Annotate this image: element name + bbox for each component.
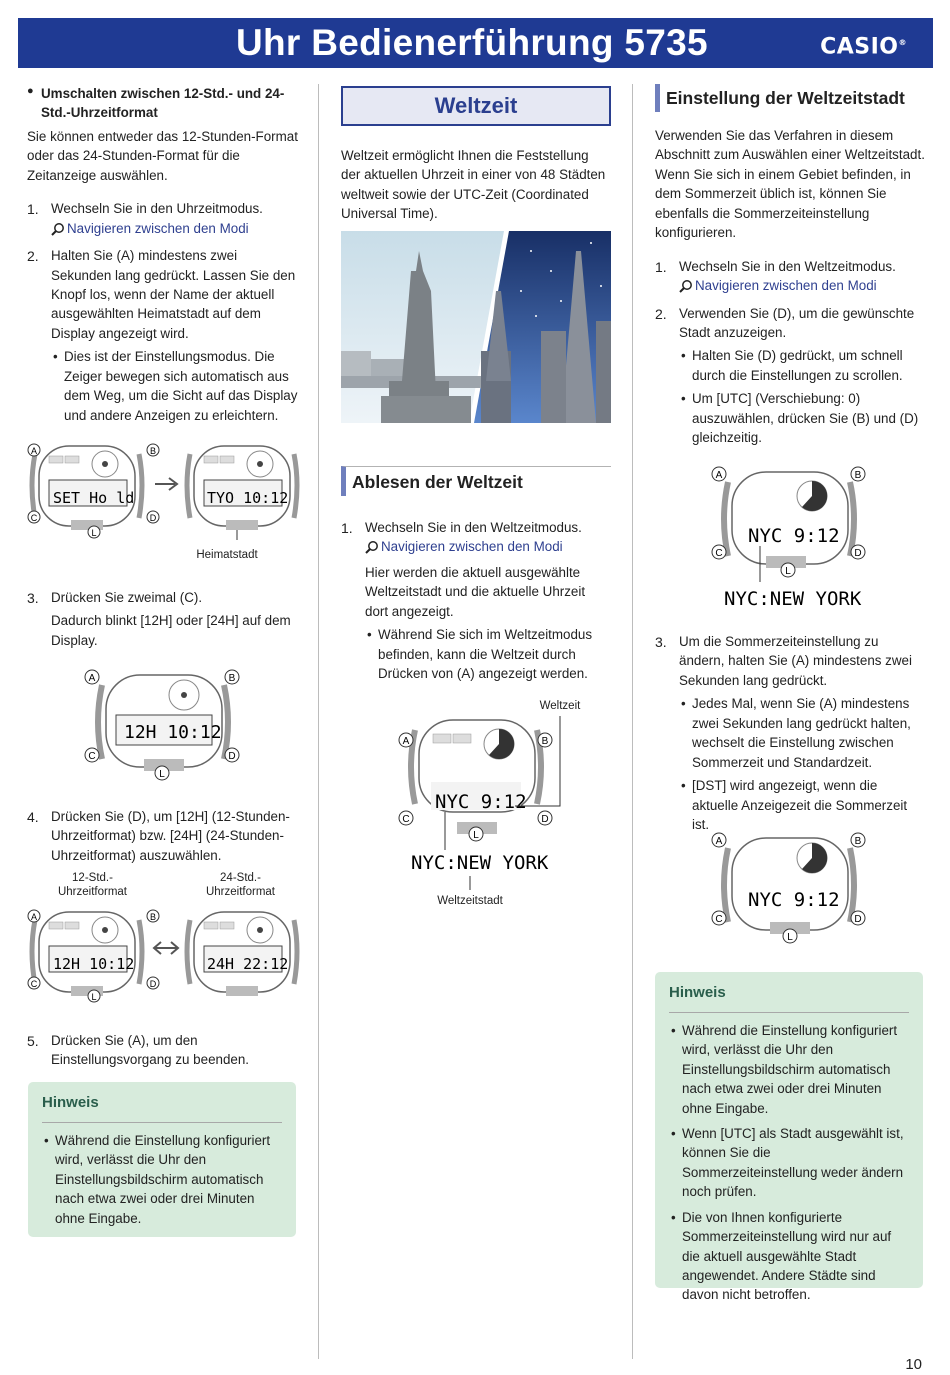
watch-figure-world-time: [397, 712, 597, 907]
svg-text:12H 10:12: 12H 10:12: [124, 722, 222, 743]
note-title: Hinweis: [669, 982, 909, 1013]
step-1: 1. Wechseln Sie in den Weltzeitmodus. Navigieren zwischen den Modi Hier werden die aktuell ausgewählte Weltzeitstadt und die aktuelle Uhrzeit dort angezeigt. • Während Sie sich im Weltzeitmodus befinden, kann die Weltzeit durch Drücken von (A) angezeigt werden.: [341, 518, 611, 684]
watch-figure-12-24: [27, 906, 302, 1006]
step-5-block: [27, 1031, 298, 1070]
svg-text:C: C: [402, 814, 410, 825]
modes-link[interactable]: Navigieren zwischen den Modi: [365, 537, 611, 556]
column-divider: [318, 84, 319, 1359]
watch-figure-dst: [710, 830, 870, 945]
24h-format-label: 24-Std.- Uhrzeitformat: [205, 872, 276, 899]
svg-text:SET Ho ld: SET Ho ld: [53, 489, 135, 507]
svg-text:NYC 9:12: NYC 9:12: [748, 889, 840, 911]
step-3-block: [655, 632, 925, 834]
12h-format-label: 12-Std.- Uhrzeitformat: [57, 872, 128, 899]
svg-text:B: B: [854, 836, 862, 847]
step-1: 1. Wechseln Sie in den Weltzeitmodus. Navigieren zwischen den Modi: [655, 257, 925, 296]
intro-text: Sie können entweder das 12-Stunden-Format oder das 24-Stunden-Format für die Zeitanzeige auswählen.: [27, 128, 298, 183]
svg-text:L: L: [785, 566, 791, 577]
setting-intro: Verwenden Sie das Verfahren in diesem Abschnitt zum Auswählen einer Weltzeitstadt. Wenn Sie sich in einem Gebiet befinden, in dem Sommerzeit üblich ist, können Sie ebenfalls die Sommerzeiteinstellung konfigurieren.: [655, 128, 925, 241]
watch-figure-home-city: [27, 440, 302, 565]
section-title: Ablesen der Weltzeit: [341, 466, 611, 496]
magnifier-icon: [51, 222, 65, 236]
note-box-col3: [655, 972, 923, 1303]
modes-link[interactable]: Navigieren zwischen den Modi: [51, 219, 298, 238]
step-2: 2. Verwenden Sie (D), um die gewünschte Stadt anzuzeigen. • Halten Sie (D) gedrückt, um schnell durch die Einstellungen zu scrollen. • Um [UTC] (Verschiebung: 0) auszuwählen, drücken Sie (B) und (D) gleichzeitig.: [655, 304, 925, 448]
casio-logo: CASIO®: [820, 34, 907, 60]
svg-text:NYC 9:12: NYC 9:12: [435, 791, 527, 813]
svg-text:C: C: [715, 914, 723, 925]
svg-text:A: A: [30, 912, 38, 922]
world-time-illustration: [341, 231, 611, 423]
note-item: • Während die Einstellung konfiguriert wird, verlässt die Uhr den Einstellungsbildschirm automatisch nach etwa zwei oder drei Minuten ohne Eingabe.: [669, 1021, 909, 1118]
modes-link[interactable]: Navigieren zwischen den Modi: [679, 276, 925, 295]
svg-text:D: D: [149, 513, 157, 523]
home-city-label: Heimatstadt: [196, 549, 258, 561]
svg-text:24H 22:12: 24H 22:12: [207, 955, 289, 973]
step-4-block: [27, 807, 298, 865]
svg-text:C: C: [715, 548, 723, 559]
svg-text:D: D: [854, 548, 862, 559]
cityscape-image: [341, 231, 611, 423]
svg-text:A: A: [30, 446, 38, 456]
svg-text:B: B: [228, 673, 236, 684]
world-time-intro: Weltzeit ermöglicht Ihnen die Feststellung der aktuellen Uhrzeit in einer von 48 Städten weltweit sowie der UTC-Zeit (Coordinated Universal Time).: [341, 148, 606, 222]
note-title: Hinweis: [42, 1092, 282, 1123]
svg-text:NYC:NEW YORK: NYC:NEW YORK: [724, 588, 862, 610]
svg-text:L: L: [91, 992, 97, 1002]
note-item: • Wenn [UTC] als Stadt ausgewählt ist, können Sie die Sommerzeiteinstellung weder ändern noch prüfen.: [669, 1124, 909, 1202]
world-city-label: Weltzeitstadt: [437, 895, 503, 907]
column-12-24-format: [27, 84, 298, 425]
note-box-col1: [28, 1082, 296, 1237]
svg-text:L: L: [473, 830, 479, 841]
svg-text:B: B: [149, 912, 157, 922]
svg-text:NYC:NEW YORK: NYC:NEW YORK: [411, 852, 549, 874]
svg-text:C: C: [30, 513, 38, 523]
svg-text:NYC 9:12: NYC 9:12: [748, 525, 840, 547]
magnifier-icon: [365, 540, 379, 554]
svg-text:B: B: [541, 736, 549, 747]
page-number: 10: [905, 1356, 922, 1373]
page-title: Uhr Bedienerführung 5735: [236, 22, 708, 63]
step-1: 1. Wechseln Sie in den Uhrzeitmodus. Navigieren zwischen den Modi: [27, 199, 298, 238]
svg-text:D: D: [541, 814, 549, 825]
svg-text:B: B: [149, 446, 157, 456]
section-title: Einstellung der Weltzeitstadt: [655, 84, 925, 112]
column-world-city-setting: [655, 84, 925, 448]
svg-text:12H 10:12: 12H 10:12: [53, 955, 135, 973]
step-4: 4. Drücken Sie (D), um [12H] (12-Stunden-Uhrzeitformat) bzw. [24H] (24-Stunden-Uhrzeitformat) auszuwählen.: [27, 809, 290, 863]
magnifier-icon: [679, 279, 693, 293]
column-world-time: [341, 84, 611, 224]
watch-diagrams: [27, 440, 302, 540]
section-heading: ● Umschalten zwischen 12-Std.- und 24-Std.-Uhrzeitformat: [27, 84, 289, 123]
svg-text:A: A: [88, 673, 96, 684]
world-time-title: Weltzeit: [341, 86, 611, 126]
world-time-label: Weltzeit: [539, 700, 581, 712]
column-12-24-format-cont: [27, 588, 298, 650]
svg-text:A: A: [715, 836, 723, 847]
svg-text:B: B: [854, 470, 862, 481]
note-item: • Die von Ihnen konfigurierte Sommerzeiteinstellung wird nur auf die aktuell ausgewählte Stadt angewendet. Andere Städte sind davon nicht betroffen.: [669, 1208, 909, 1305]
svg-text:TYO 10:12: TYO 10:12: [207, 489, 289, 507]
svg-text:A: A: [715, 470, 723, 481]
watch-figure-12h: [84, 667, 244, 782]
note-item: • Während die Einstellung konfiguriert wird, verlässt die Uhr den Einstellungsbildschirm automatisch nach etwa zwei oder drei Minuten ohne Eingabe.: [42, 1131, 282, 1228]
step-5: 5. Drücken Sie (A), um den Einstellungsvorgang zu beenden.: [27, 1033, 250, 1068]
watch-figure-city-select: [710, 464, 870, 614]
svg-text:C: C: [30, 979, 38, 989]
svg-text:D: D: [149, 979, 157, 989]
step-3: 3. Drücken Sie zweimal (C). Dadurch blinkt [12H] oder [24H] auf dem Display.: [27, 590, 291, 648]
svg-text:D: D: [854, 914, 862, 925]
svg-text:A: A: [402, 736, 410, 747]
svg-text:L: L: [91, 528, 97, 538]
svg-text:D: D: [228, 751, 236, 762]
step-2: 2. Halten Sie (A) mindestens zwei Sekunden lang gedrückt. Lassen Sie den Knopf los, wenn der Name der aktuell ausgewählten Heimatstadt auf dem Display angezeigt wird. • Dies ist der Einstellungsmodus. Die Zeiger bewegen sich automatisch aus dem Weg, um die Sicht auf das Display und andere Anzeigen zu erleichtern.: [27, 246, 298, 425]
svg-text:C: C: [88, 751, 96, 762]
step-3: 3. Um die Sommerzeiteinstellung zu ändern, halten Sie (A) mindestens zwei Sekunden lang gedrückt. • Jedes Mal, wenn Sie (A) mindestens zwei Sekunden lang gedrückt halten, wechselt die Einstellung zwischen Sommerzeit und Standardzeit. • [DST] wird angezeigt, wenn die aktuelle Anzeigezeit die Sommerzeit ist.: [655, 632, 925, 834]
svg-text:L: L: [159, 769, 165, 780]
column-world-time-read: [341, 466, 611, 684]
page-header: [18, 18, 933, 68]
svg-text:L: L: [787, 932, 793, 943]
column-divider: [632, 84, 633, 1359]
